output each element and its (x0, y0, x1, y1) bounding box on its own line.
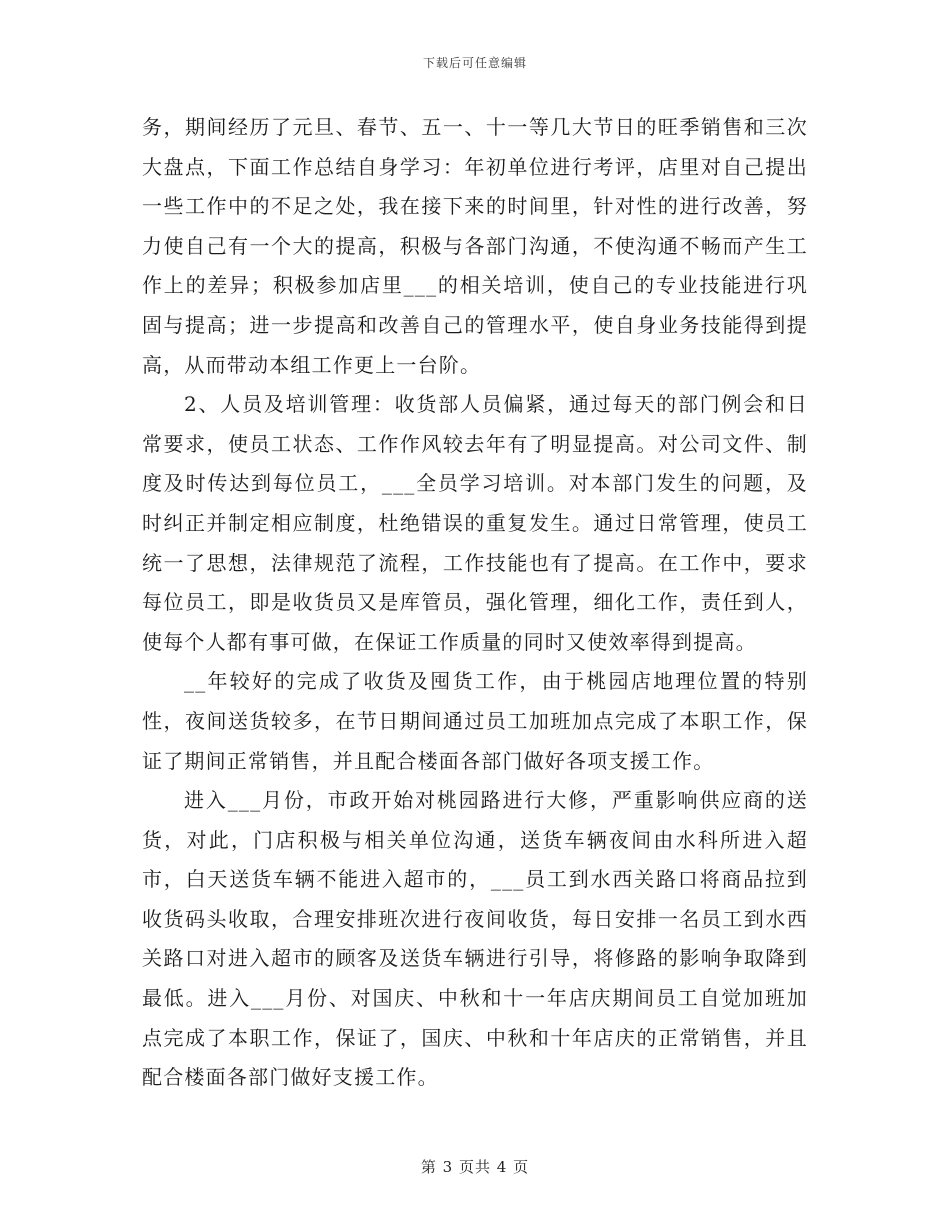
paragraph-1: 务，期间经历了元旦、春节、五一、十一等几大节日的旺季销售和三次大盘点，下面工作总结自身学习：年初单位进行考评，店里对自己提出一些工作中的不足之处，我在接下来的时间里，针对性的进行改善，努力使自己有一个大的提高，积极与各部门沟通，不使沟通不畅而产生工作上的差异；积极参加店里___的相关培训，使自己的专业技能进行巩固与提高；进一步提高和改善自己的管理水平，使自身业务技能得到提高，从而带动本组工作更上一台阶。 (142, 115, 808, 377)
page-number: 第 3 页共 4 页 (420, 1158, 530, 1176)
paragraph-2: 2、人员及培训管理：收货部人员偏紧，通过每天的部门例会和日常要求，使员工状态、工作作风较去年有了明显提高。对公司文件、制度及时传达到每位员工，___全员学习培训。对本部门发生的问题，及时纠正并制定相应制度，杜绝错误的重复发生。通过日常管理，使员工统一了思想，法律规范了流程，工作技能也有了提高。在工作中，要求每位员工，即是收货员又是库管员，强化管理，细化工作，责任到人，使每个人都有事可做，在保证工作质量的同时又使效率得到提高。 (142, 392, 808, 654)
paragraph-4: 进入___月份，市政开始对桃园路进行大修，严重影响供应商的送货，对此，门店积极与相关单位沟通，送货车辆夜间由水科所进入超市，白天送货车辆不能进入超市的，___员工到水西关路口将商品拉到收货码头收取，合理安排班次进行夜间收货，每日安排一名员工到水西关路口对进入超市的顾客及送货车辆进行引导，将修路的影响争取降到最低。进入___月份、对国庆、中秋和十一年店庆期间员工自觉加班加点完成了本职工作，保证了，国庆、中秋和十年店庆的正常销售，并且配合楼面各部门做好支援工作。 (142, 788, 808, 1090)
paragraph-3: __年较好的完成了收货及囤货工作，由于桃园店地理位置的特别性，夜间送货较多，在节日期间通过员工加班加点完成了本职工作，保证了期间正常销售，并且配合楼面各部门做好各项支援工作。 (142, 669, 808, 773)
document-body (142, 108, 808, 1098)
header-note: 下载后可任意编辑 (422, 56, 527, 70)
